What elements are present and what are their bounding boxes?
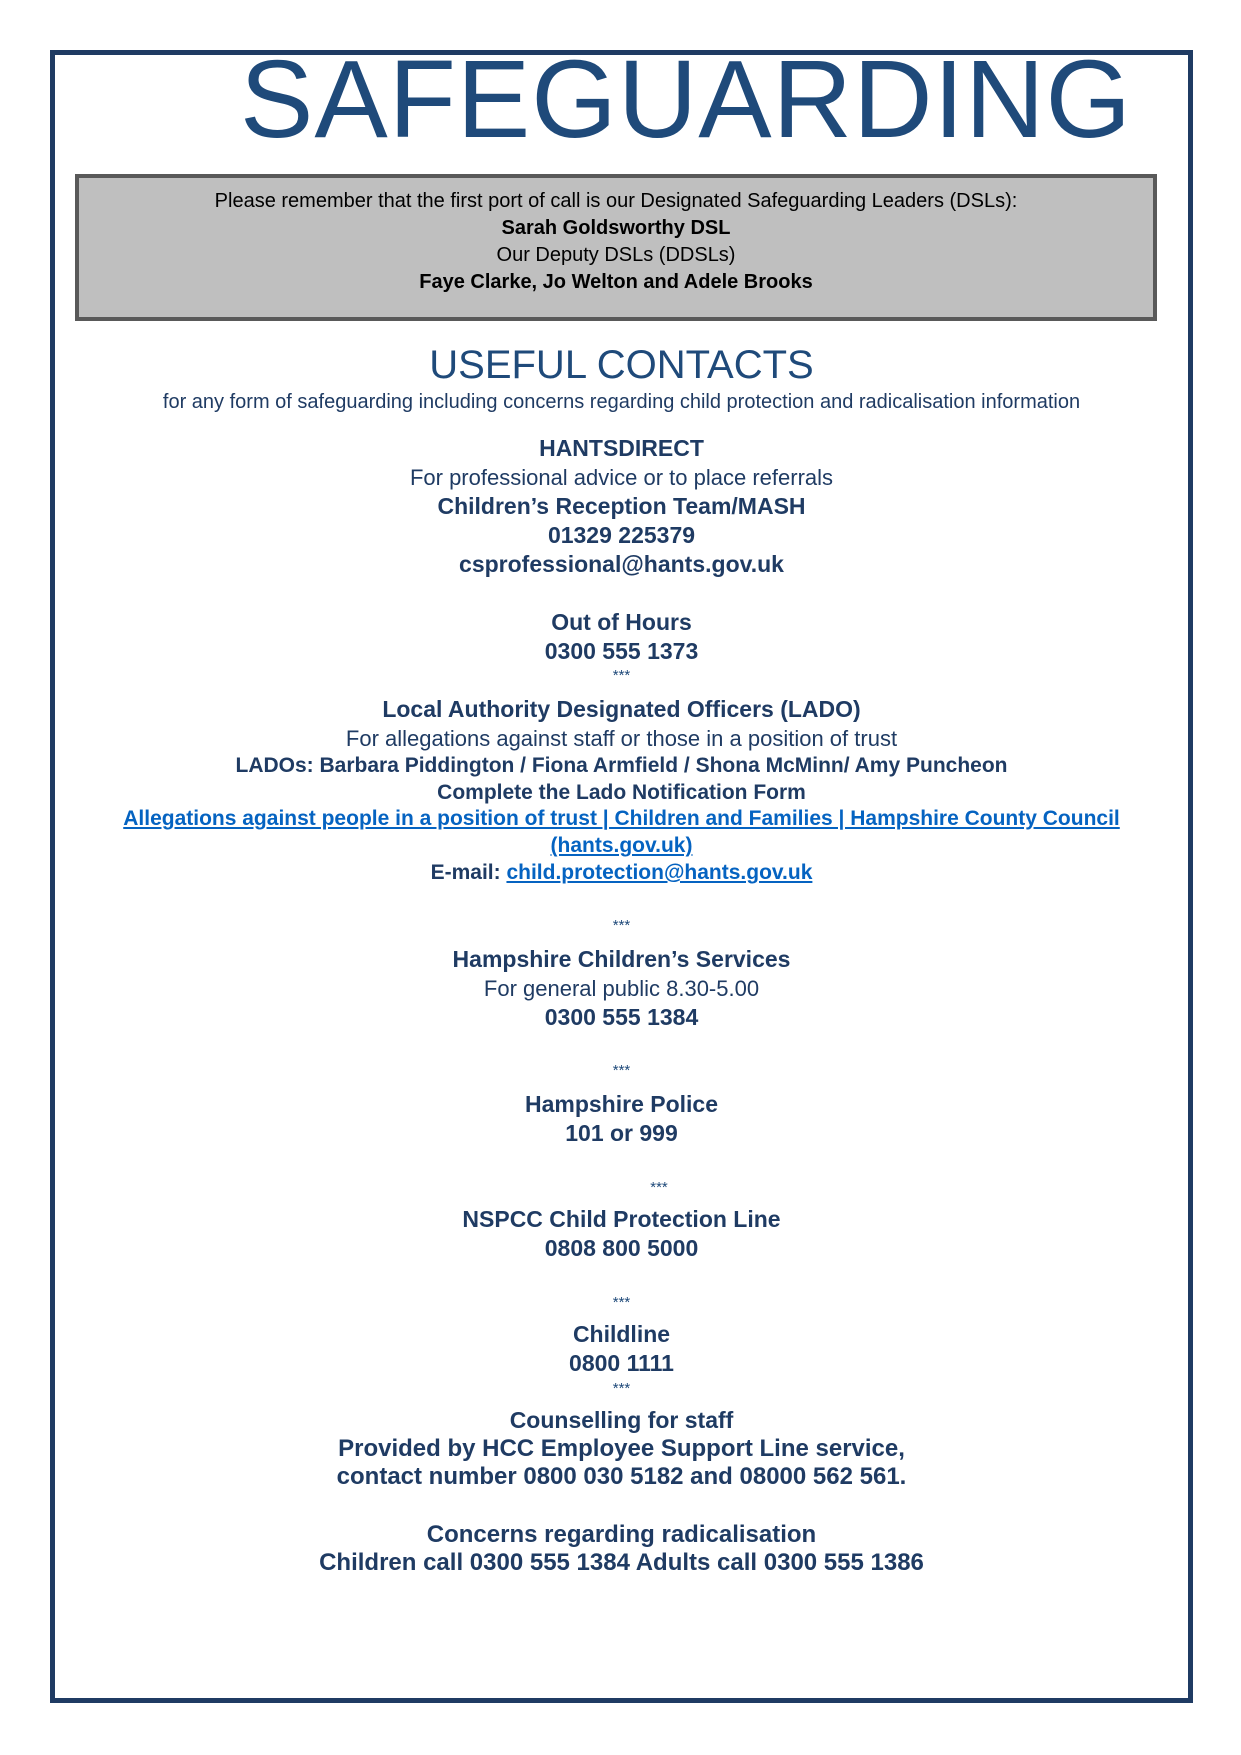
hcs-title: Hampshire Children’s Services <box>452 946 791 972</box>
counselling-line1: Provided by HCC Employee Support Line service, <box>338 1435 905 1462</box>
hantsdirect-email: csprofessional@hants.gov.uk <box>459 551 784 577</box>
childline-title: Childline <box>572 1321 671 1347</box>
out-of-hours-title: Out of Hours <box>551 609 692 635</box>
radicalisation-line: Children call 0300 555 1384 Adults call 0300 555 1386 <box>319 1549 924 1576</box>
page-title: SAFEGUARDING <box>240 38 1133 161</box>
separator: *** <box>612 917 631 934</box>
hantsdirect-title: HANTSDIRECT <box>539 435 704 461</box>
hcs-desc: For general public 8.30-5.00 <box>483 976 760 1001</box>
lado-email-link[interactable]: child.protection@hants.gov.uk <box>506 861 813 884</box>
dsl-intro: Please remember that the first port of call is our Designated Safeguarding Leaders (DSLs): <box>214 190 1018 212</box>
counselling-line2: contact number 0800 030 5182 and 08000 562 561. <box>336 1463 907 1490</box>
hcs-phone: 0300 555 1384 <box>544 1004 699 1030</box>
nspcc-title: NSPCC Child Protection Line <box>462 1206 781 1232</box>
lado-email-row <box>50 859 1193 886</box>
lado-form-label: Complete the Lado Notification Form <box>437 781 806 804</box>
deputy-dsl-names: Faye Clarke, Jo Welton and Adele Brooks <box>419 271 813 293</box>
lado-link-line1[interactable] <box>50 805 1193 832</box>
police-phone: 101 or 999 <box>565 1120 678 1146</box>
nspcc-phone: 0808 800 5000 <box>544 1235 699 1261</box>
dsl-name: Sarah Goldsworthy DSL <box>501 217 731 239</box>
separator: *** <box>650 1179 668 1196</box>
hantsdirect-phone: 01329 225379 <box>547 522 696 548</box>
hantsdirect-team: Children’s Reception Team/MASH <box>437 493 806 519</box>
separator: *** <box>612 1294 631 1311</box>
lado-title: Local Authority Designated Officers (LADO) <box>382 696 861 722</box>
useful-contacts-subheading: for any form of safeguarding including concerns regarding child protection and radicalisation information <box>162 391 1081 413</box>
radicalisation-title: Concerns regarding radicalisation <box>426 1521 817 1548</box>
dsl-info-box <box>75 174 1157 321</box>
lado-link-continued[interactable]: (hants.gov.uk) <box>550 834 693 857</box>
separator: *** <box>612 1380 631 1397</box>
childline-phone: 0800 1111 <box>569 1350 674 1376</box>
counselling-title: Counselling for staff <box>509 1407 734 1433</box>
out-of-hours-phone: 0300 555 1373 <box>544 638 699 664</box>
police-title: Hampshire Police <box>524 1091 719 1117</box>
separator: *** <box>612 667 631 684</box>
hantsdirect-desc: For professional advice or to place referrals <box>409 465 834 490</box>
lado-email-label: E-mail: <box>430 861 507 884</box>
lado-link-line2[interactable] <box>50 832 1193 859</box>
useful-contacts-heading: USEFUL CONTACTS <box>429 343 814 387</box>
deputy-dsl-label: Our Deputy DSLs (DDSLs) <box>496 244 736 266</box>
lado-officers: LADOs: Barbara Piddington / Fiona Armfield / Shona McMinn/ Amy Puncheon <box>235 754 1008 777</box>
lado-link[interactable]: Allegations against people in a position of trust | Children and Families | Hampshire County Council <box>123 807 1120 830</box>
separator: *** <box>612 1062 631 1079</box>
lado-desc: For allegations against staff or those in a position of trust <box>345 726 898 751</box>
